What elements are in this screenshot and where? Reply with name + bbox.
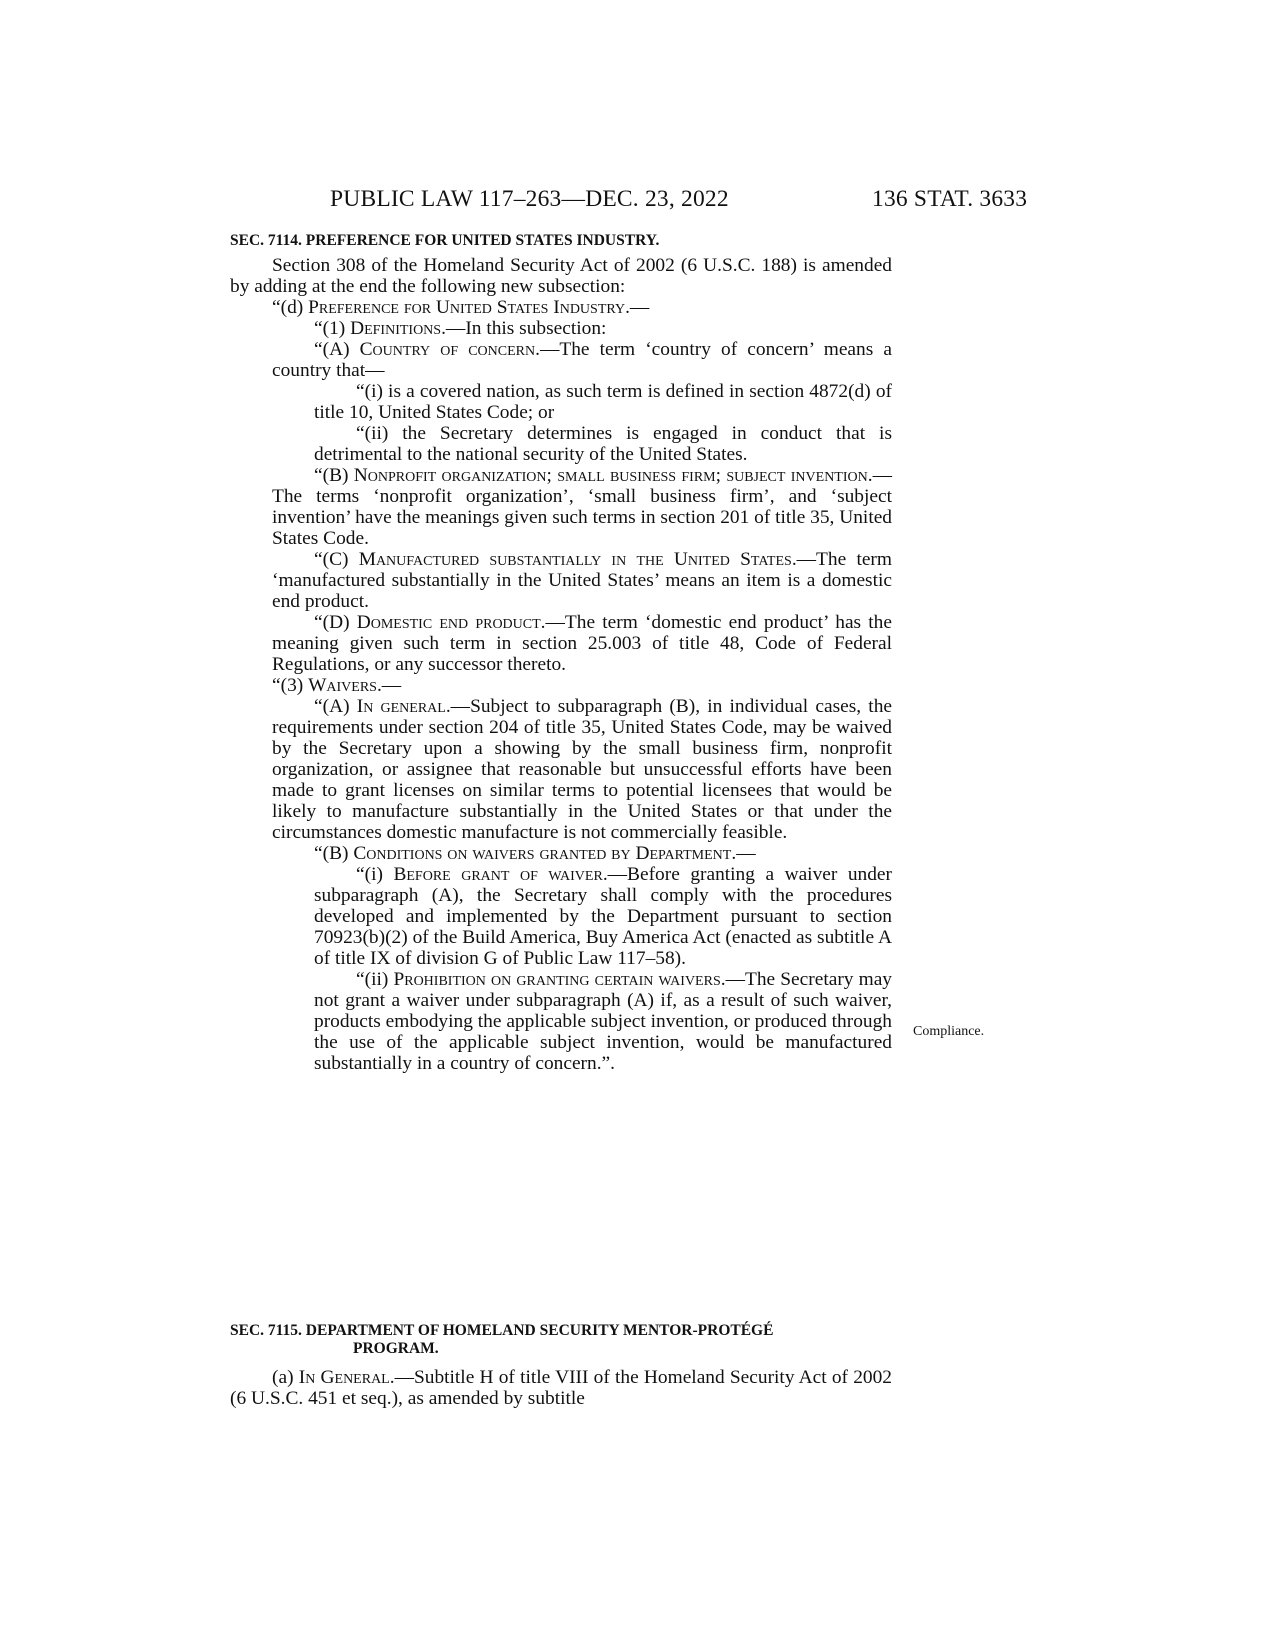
subparagraph-B-nonprofit: “(B) Nonprofit organization; small business firm; subject invention.—The terms ‘nonprofit organization’, ‘small business firm’, and ‘subject invention’ have the meanings given such terms in section 201 of title 35, United States Code. xyxy=(272,465,893,549)
waivers-A-in-general: “(A) In general.—Subject to subparagraph (B), in individual cases, the requirements under section 204 of title 35, United States Code, may be waived by the Secretary upon a showing by the small business firm, nonprofit organization, or assignee that reasonable but unsuccessful efforts have been made to grant licenses on similar terms to potential licensees that would be likely to manufacture substantially in the United States or that under the circumstances domestic manufacture is not commercially feasible. xyxy=(272,696,892,843)
running-header-title: PUBLIC LAW 117–263—DEC. 23, 2022 xyxy=(330,186,729,212)
clause-A-ii: “(ii) the Secretary determines is engaged in conduct that is detrimental to the national security of the United States. xyxy=(314,423,892,465)
running-header-page-number: 136 STAT. 3633 xyxy=(872,186,1028,212)
subparagraph-D-domestic-end-product: “(D) Domestic end product.—The term ‘domestic end product’ has the meaning given such term in section 25.003 of title 48, Code of Federal Regulations, or any successor thereto. xyxy=(272,612,892,675)
section-7115-heading xyxy=(230,1322,773,1358)
paragraph-1-definitions: “(1) Definitions.—In this subsection: xyxy=(314,318,607,339)
section-7114-body xyxy=(230,255,892,1074)
section-7115-heading-line2: PROGRAM. xyxy=(353,1340,439,1357)
section-7115-body xyxy=(230,1367,892,1409)
waivers-B-i-before-grant: “(i) Before grant of waiver.—Before granting a waiver under subparagraph (A), the Secretary shall comply with the procedures developed and implemented by the Department pursuant to section 70923(b)(2) of the Build America, Buy America Act (enacted as subtitle A of title IX of division G of Public Law 117–58). xyxy=(314,864,892,969)
paragraph-3-waivers: “(3) Waivers.— xyxy=(272,675,402,696)
subsection-d: “(d) Preference for United States Industry.— xyxy=(272,297,650,318)
clause-A-i: “(i) is a covered nation, as such term is defined in section 4872(d) of title 10, United States Code; or xyxy=(314,381,892,423)
section-7114-heading: SEC. 7114. PREFERENCE FOR UNITED STATES INDUSTRY. xyxy=(230,232,660,249)
subsection-a-in-general: (a) In General.—Subtitle H of title VIII of the Homeland Security Act of 2002 (6 U.S.C. 451 et seq.), as amended by subtitle xyxy=(230,1367,892,1409)
section-7114-intro: Section 308 of the Homeland Security Act of 2002 (6 U.S.C. 188) is amended by adding at the end the following new subsection: xyxy=(230,255,892,297)
section-7115-heading-line1: SEC. 7115. DEPARTMENT OF HOMELAND SECURITY MENTOR-PROTÉGÉ xyxy=(230,1322,774,1339)
waivers-B-ii-prohibition: “(ii) Prohibition on granting certain waivers.—The Secretary may not grant a waiver under subparagraph (A) if, as a result of such waiver, products embodying the applicable subject invention, or produced through the use of the applicable subject invention, would be manufactured substantially in a country of concern.”. xyxy=(314,969,893,1074)
subparagraph-C-manufactured: “(C) Manufactured substantially in the United States.—The term ‘manufactured substantially in the United States’ means an item is a domestic end product. xyxy=(272,549,892,612)
subparagraph-A-country-of-concern: “(A) Country of concern.—The term ‘country of concern’ means a country that— xyxy=(272,339,892,381)
waivers-B-conditions: “(B) Conditions on waivers granted by Department.— xyxy=(314,843,756,864)
margin-note-compliance: Compliance. xyxy=(913,1024,985,1039)
